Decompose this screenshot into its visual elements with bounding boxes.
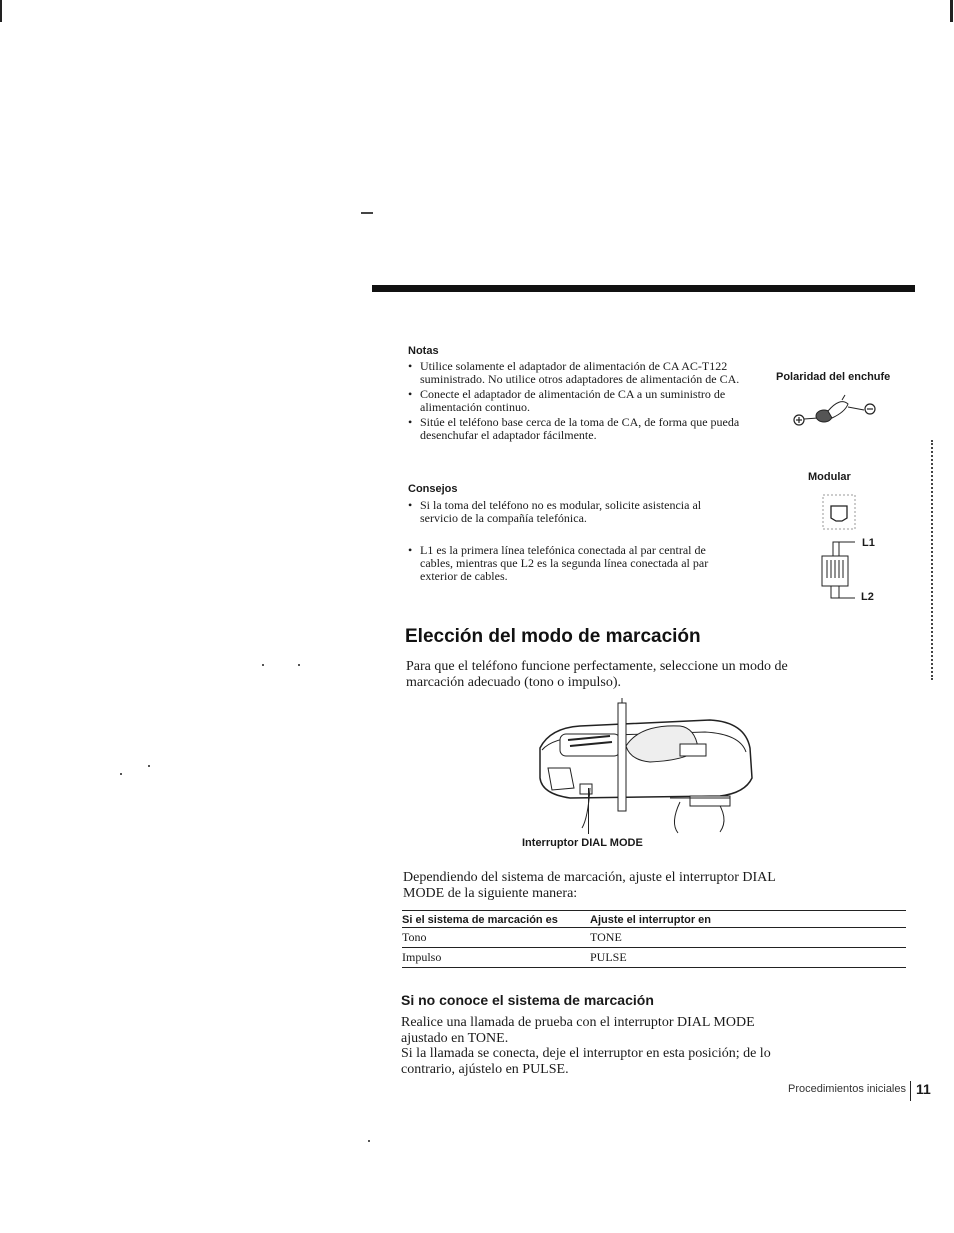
footer-divider <box>910 1081 911 1101</box>
table-cell: Tono <box>402 928 590 948</box>
scan-speck <box>262 664 264 666</box>
phone-base-illustration <box>530 698 760 838</box>
arrow-mark <box>361 212 373 214</box>
table-cell: PULSE <box>590 948 906 968</box>
modular-jack-icon <box>822 494 856 530</box>
dial-mode-table <box>402 910 906 968</box>
right-dotted-edge <box>931 440 935 680</box>
scan-speck <box>120 773 122 775</box>
scan-speck <box>298 664 300 666</box>
caption-pointer-line <box>588 788 589 834</box>
tips-heading: Consejos <box>408 483 458 495</box>
list-item: • Sitúe el teléfono base cerca de la toma de CA, de forma que pueda desenchufar el adaptador fácilmente. <box>408 416 748 442</box>
list-item: • Si la toma del teléfono no es modular, solicite asistencia al servicio de la compañía telefónica. <box>408 499 738 525</box>
tips-block <box>408 483 738 585</box>
dial-mode-caption: Interruptor DIAL MODE <box>522 837 643 849</box>
section-instruction: Dependiendo del sistema de marcación, ajuste el interruptor DIAL MODE de la siguiente manera: <box>403 870 776 901</box>
unknown-system-heading: Si no conoce el sistema de marcación <box>401 992 654 1008</box>
right-edge-mark <box>950 0 953 22</box>
line-connector-icon <box>815 536 855 606</box>
table-header-cell: Ajuste el interruptor en <box>590 911 906 928</box>
table-cell: Impulso <box>402 948 590 968</box>
header-rule <box>372 285 915 292</box>
list-item: • L1 es la primera línea telefónica conectada al par central de cables, mientras que L2 es la segunda línea conectada al par exterior de cables. <box>408 544 738 583</box>
l2-label: L2 <box>861 591 874 603</box>
tips-list <box>408 499 738 583</box>
scan-speck <box>148 765 150 767</box>
unknown-system-paragraph-2: Si la llamada se conecta, deje el interruptor en esta posición; de lo contrario, ajústelo en PULSE. <box>401 1046 771 1077</box>
footer-section-name: Procedimientos iniciales <box>788 1083 906 1095</box>
notes-heading: Notas <box>408 345 439 357</box>
section-intro: Para que el teléfono funcione perfectamente, seleccione un modo de marcación adecuado (tono o impulso). <box>406 659 788 690</box>
table-row <box>402 948 906 968</box>
scan-speck <box>368 1140 370 1142</box>
notes-block <box>408 345 748 444</box>
table-header-row <box>402 911 906 928</box>
section-title: Elección del modo de marcación <box>405 626 701 647</box>
table-row <box>402 928 906 948</box>
plug-polarity-label: Polaridad del enchufe <box>776 371 891 383</box>
table-header-cell: Si el sistema de marcación es <box>402 911 590 928</box>
list-item: • Conecte el adaptador de alimentación de CA a un suministro de alimentación continuo. <box>408 388 748 414</box>
notes-list <box>408 360 748 442</box>
table-cell: TONE <box>590 928 906 948</box>
unknown-system-paragraph-1: Realice una llamada de prueba con el interruptor DIAL MODE ajustado en TONE. <box>401 1015 755 1046</box>
l1-label: L1 <box>862 537 875 549</box>
page-number: 11 <box>916 1081 931 1097</box>
list-item: • Utilice solamente el adaptador de alimentación de CA AC-T122 suministrado. No utilice otros adaptadores de alimentación de CA. <box>408 360 748 386</box>
left-edge-mark <box>0 0 2 22</box>
plug-polarity-icon <box>790 392 880 432</box>
modular-label: Modular <box>808 471 851 483</box>
